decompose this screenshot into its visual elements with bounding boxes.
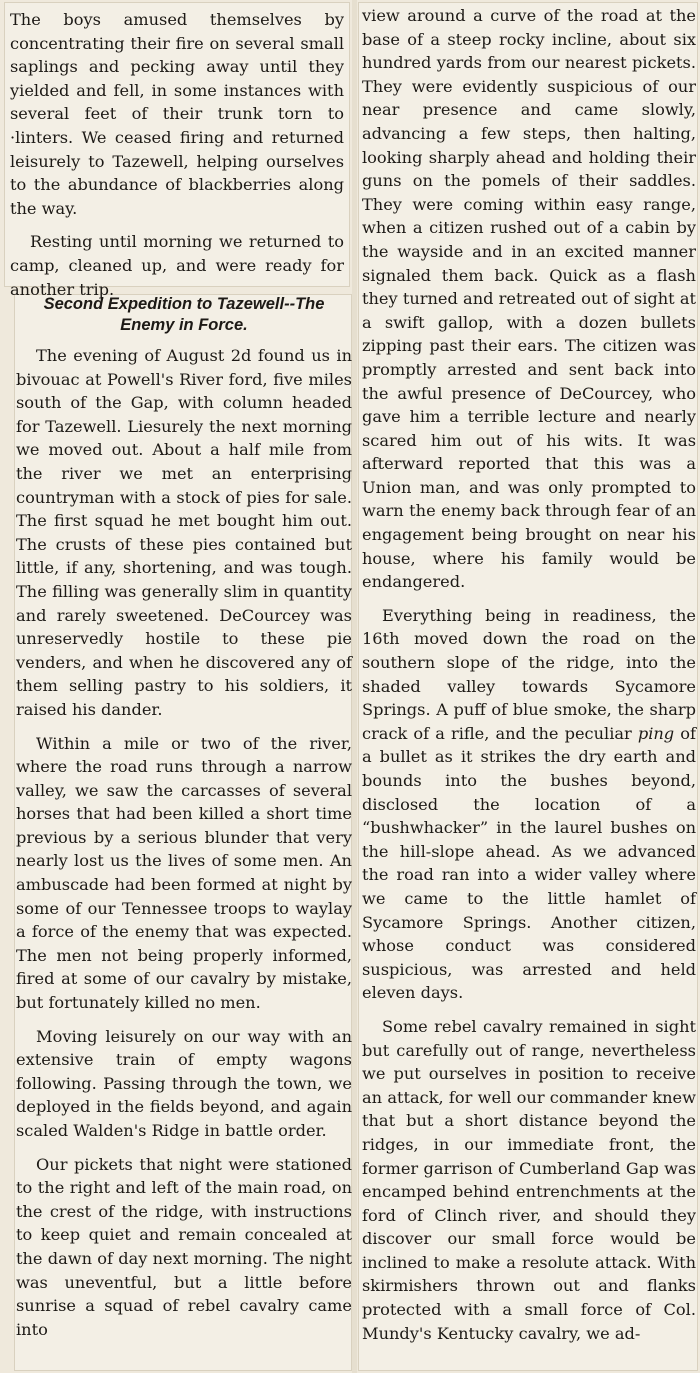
section-heading-line-1: Second Expedition to Tazewell--The xyxy=(43,295,325,313)
paragraph: The boys amused themselves by concentrating their fire on several small saplings and pecking away until they yielded and fell, in some instances with several feet of their trunk torn to ·linters. We ceased firing and returned leisurely to Tazewell, helping ourselves to the abundance of blackberries along the way. xyxy=(10,10,344,218)
paragraph: view around a curve of the road at the base of a steep rocky incline, about six hundred yards from our nearest pickets. They were evidently suspicious of our near presence and came slowly, advancing a few steps, then halting, looking sharply ahead and holding their guns on the pomels of their saddles. They were coming within easy range, when a citizen rushed out of a cabin by the wayside and in an excited manner signaled them back. Quick as a flash they turned and retreated out of sight at a swift gallop, with a dozen bullets zipping past their ears. The citizen was promptly arrested and sent back into the awful presence of DeCourcey, who gave him a terrible lecture and nearly scared him out of his wits. It was afterward reported that this was a Union man, and was only prompted to warn the enemy back through fear of an engagement being brought on near his house, where his family would be endangered. xyxy=(362,6,696,592)
text-run: Everything being in readiness, the 16th moved down the road on the southern slope of the ridge, into the shaded valley towards Sycamore Springs. A puff of blue smoke, the sharp crack of a rifle, and the peculiar xyxy=(362,605,696,743)
paragraph-with-italic xyxy=(362,604,696,1005)
left-main-column xyxy=(16,294,352,1351)
text-run: of a bullet as it strikes the dry earth and bounds into the bushes beyond, disclosed the location of a “bushwhacker” in the laurel bushes on the hill-slope ahead. As we advanced the road ran into a wider valley where we came to the little hamlet of Sycamore Springs. Another citizen, whose conduct was considered suspicious, was arrested and held eleven days. xyxy=(362,723,696,1003)
paragraph: Some rebel cavalry remained in sight but carefully out of range, nevertheless we put ourselves in position to receive an attack, for well our commander knew that but a short distance beyond the ridges, in our immediate front, the former garrison of Cumberland Gap was encamped behind entrenchments at the ford of Clinch river, and should they discover our small force would be inclined to make a resolute attack. With skirmishers thrown out and flanks protected with a small force of Col. Mundy's Kentucky cavalry, we ad- xyxy=(362,1016,696,1343)
section-heading-line-2: Enemy in Force. xyxy=(120,316,248,334)
left-top-column xyxy=(10,8,344,311)
paragraph: The evening of August 2d found us in bivouac at Powell's River ford, five miles south of the Gap, with column headed for Tazewell. Liesurely the next morning we moved out. About a half mile from the river we met an enterprising countryman with a stock of pies for sale. The first squad he met bought him out. The crusts of these pies contained but little, if any, shortening, and was tough. The filling was generally slim in quantity and rarely sweetened. DeCourcey was unreservedly hostile to these pie venders, and when he discovered any of them selling pastry to his soldiers, it raised his dander. xyxy=(16,346,352,719)
paragraph: Resting until morning we returned to camp, cleaned up, and were ready for another trip. xyxy=(10,232,344,299)
paragraph: Within a mile or two of the river, where the road runs through a narrow valley, we saw the carcasses of several horses that had been killed a short time previous by a serious blunder that very nearly lost us the lives of some men. An ambuscade had been formed at night by some of our Tennessee troops to waylay a force of the enemy that was expected. The men not being properly informed, fired at some of our cavalry by mistake, but fortunately killed no men. xyxy=(16,733,352,1013)
italic-word: ping xyxy=(637,723,675,743)
column-gutter xyxy=(352,0,357,1373)
right-column xyxy=(362,4,696,1355)
paragraph: Moving leisurely on our way with an extensive train of empty wagons following. Passing through the town, we deployed in the fields beyond, and again scaled Walden's Ridge in battle order. xyxy=(16,1026,352,1140)
paragraph: Our pickets that night were stationed to the right and left of the main road, on the crest of the ridge, with instructions to keep quiet and remain concealed at the dawn of day next morning. The night was uneventful, but a little before sunrise a squad of rebel cavalry came into xyxy=(16,1154,352,1339)
